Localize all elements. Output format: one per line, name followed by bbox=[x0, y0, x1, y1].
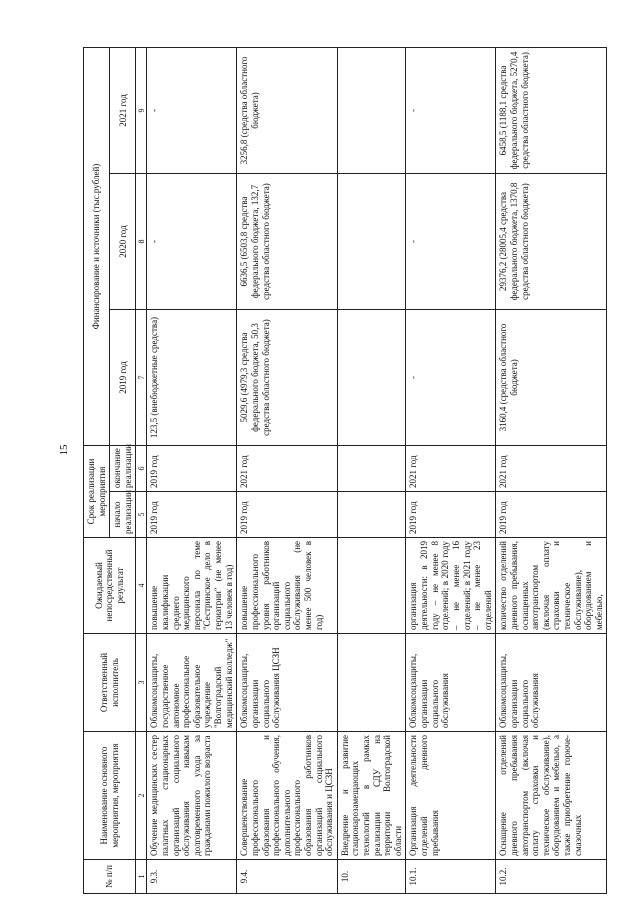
row-num: 9.3. bbox=[147, 860, 237, 894]
row-start: 2019 год bbox=[406, 492, 496, 538]
row-end: 2021 год bbox=[406, 446, 496, 492]
column-index: 8 bbox=[136, 174, 147, 310]
measures-table bbox=[83, 47, 607, 894]
page-number: 15 bbox=[58, 444, 70, 456]
column-index: 9 bbox=[136, 47, 147, 173]
row-start: 2019 год bbox=[237, 492, 337, 538]
row-end bbox=[337, 446, 406, 492]
header-2020: 2020 год bbox=[110, 174, 136, 310]
row-end: 2021 год bbox=[237, 446, 337, 492]
row-fin-2021: 6458,5 (1188,1 средства федерального бюджета, 5270,4 средства областного бюджета) bbox=[496, 47, 607, 173]
header-num: № п/п bbox=[84, 860, 136, 894]
row-result: повышение профессионального уровня работников организаций социального обслуживания (не менее 500 человек в год) bbox=[237, 538, 337, 634]
header-executor: Ответственный исполнитель bbox=[84, 634, 136, 732]
column-index: 3 bbox=[136, 634, 147, 732]
row-fin-2020: 29376,2 (28005,4 средства федерального бюджета, 1370,8 средства областного бюджета) bbox=[496, 174, 607, 310]
header-2021: 2021 год bbox=[110, 47, 136, 173]
row-executor: Облкомсоцзащиты, организации социального обслуживания ЦСЗН bbox=[237, 634, 337, 732]
table-row bbox=[237, 47, 337, 893]
table-row bbox=[147, 47, 237, 893]
row-fin-2019: - bbox=[406, 310, 496, 446]
row-fin-2021: - bbox=[406, 47, 496, 173]
header-term-start: начало реализации bbox=[110, 492, 136, 538]
row-executor: Облкомсоцзащиты, организации социального обслуживания bbox=[496, 634, 607, 732]
row-result: организация деятельности: в 2019 году – не менее 8 отделений; в 2020 году – не менее 16 отделений; в 2021 году – не менее 23 отделений bbox=[406, 538, 496, 634]
header-name: Наименование основного мероприятия, мероприятия bbox=[84, 732, 136, 860]
row-fin-2020 bbox=[337, 174, 406, 310]
row-num: 9.4. bbox=[237, 860, 337, 894]
header-term-end: окончание реализации bbox=[110, 446, 136, 492]
table-row bbox=[337, 47, 406, 893]
row-name: Совершенствование профессионального образования и профессионального обучения, дополнительного профессионального образования работников организаций социального обслуживания и ЦСЗН bbox=[237, 732, 337, 860]
row-end: 2021 год bbox=[496, 446, 607, 492]
row-name: Внедрение и развитие стационарозамещающих технологий в рамках реализации СДУ на территории Волгоградской области bbox=[337, 732, 406, 860]
row-fin-2019: 3160,4 (средства областного бюджета) bbox=[496, 310, 607, 446]
header-2019: 2019 год bbox=[110, 310, 136, 446]
column-index: 6 bbox=[136, 446, 147, 492]
row-fin-2019 bbox=[337, 310, 406, 446]
column-index: 5 bbox=[136, 492, 147, 538]
header-row-1 bbox=[84, 47, 110, 893]
row-end: 2019 год bbox=[147, 446, 237, 492]
row-fin-2019: 5029,6 (4979,3 средства федерального бюджета, 50,3 средства областного бюджета) bbox=[237, 310, 337, 446]
header-result: Ожидаемый непосредственный результат bbox=[84, 538, 136, 634]
column-index: 1 bbox=[136, 860, 147, 894]
row-result bbox=[337, 538, 406, 634]
row-fin-2020: - bbox=[406, 174, 496, 310]
row-num: 10.1. bbox=[406, 860, 496, 894]
row-start bbox=[337, 492, 406, 538]
row-fin-2021 bbox=[337, 47, 406, 173]
table-row bbox=[496, 47, 607, 893]
column-index: 2 bbox=[136, 732, 147, 860]
row-name: Обучение медицинских сестер палатных стационарных организаций социального обслуживания навыкам долговременного ухода за гражданами пожилого возраста bbox=[147, 732, 237, 860]
row-executor: Облкомсоцзащиты, государственное автономное профессиональное образовательное учреждение "Волгоградский медицинский колледж" bbox=[147, 634, 237, 732]
row-executor: Облкомсоцзащиты, организации социального обслуживания bbox=[406, 634, 496, 732]
row-result: количество отделений дневного пребывания, оснащенных автотранспортом (включая оплату страховки и техническое обслуживание), оборудованием и мебелью, bbox=[496, 538, 607, 634]
header-term: Срок реализации мероприятия bbox=[84, 446, 110, 538]
row-fin-2020: 6636,5 (6503,8 средства федерального бюджета, 132,7 средства областного бюджета) bbox=[237, 174, 337, 310]
row-fin-2020: - bbox=[147, 174, 237, 310]
row-name: Организация деятельности отделений дневного пребывания bbox=[406, 732, 496, 860]
column-index-row bbox=[136, 47, 147, 893]
row-executor bbox=[337, 634, 406, 732]
row-num: 10. bbox=[337, 860, 406, 894]
table-row bbox=[406, 47, 496, 893]
row-start: 2019 год bbox=[147, 492, 237, 538]
row-fin-2021: 3256,8 (средства областного бюджета) bbox=[237, 47, 337, 173]
row-start: 2019 год bbox=[496, 492, 607, 538]
landscape-sheet bbox=[83, 48, 604, 894]
row-fin-2019: 123,5 (внебюджетные средства) bbox=[147, 310, 237, 446]
column-index: 4 bbox=[136, 538, 147, 634]
row-fin-2021: - bbox=[147, 47, 237, 173]
column-index: 7 bbox=[136, 310, 147, 446]
header-financing: Финансирование и источники (тыс.рублей) bbox=[84, 47, 110, 445]
row-name: Оснащение отделений дневного пребывания автотранспортом (включая оплату страховки и техническое обслуживание), оборудованием и мебелью, а также приобретение горюче-смазочных bbox=[496, 732, 607, 860]
row-num: 10.2. bbox=[496, 860, 607, 894]
row-result: повышение квалификации среднего медицинского персонала по теме "Сестринское дело в гериатрии" (не менее 13 человек в год) bbox=[147, 538, 237, 634]
